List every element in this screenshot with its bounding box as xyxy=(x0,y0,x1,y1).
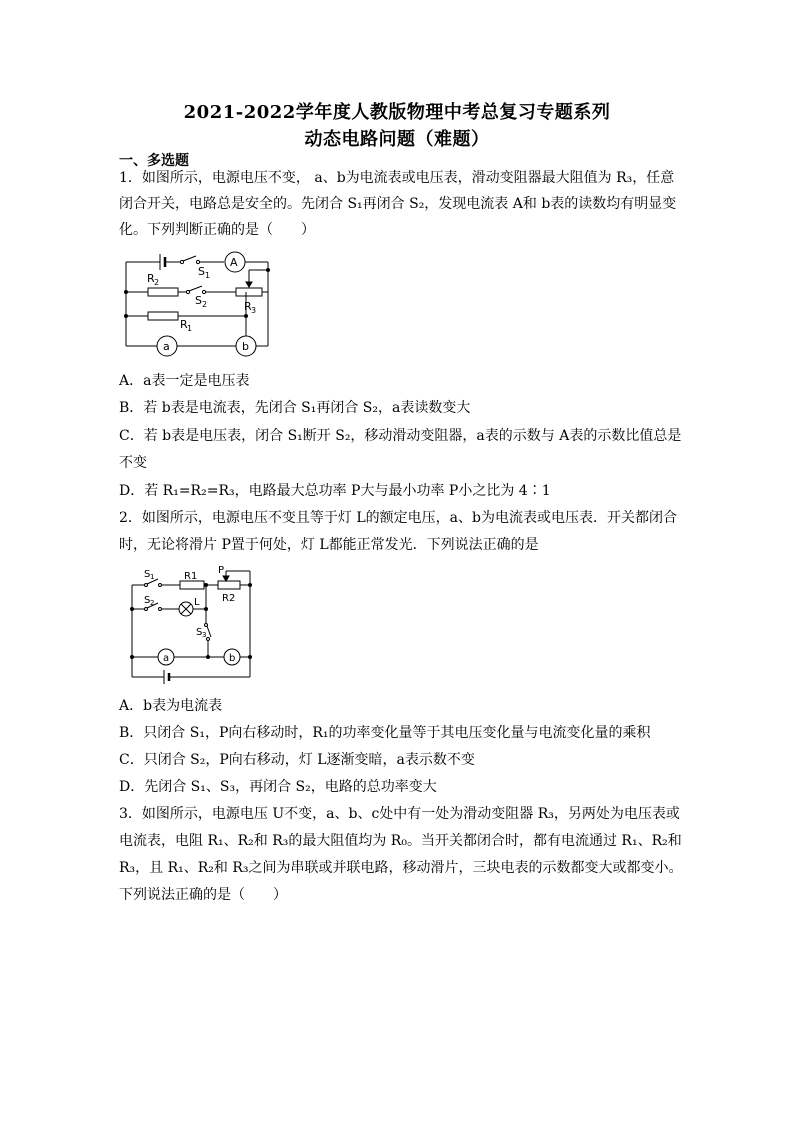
q1-option-c-cont: 不变 xyxy=(119,455,147,471)
q1-line-3: 化。下列判断正确的是（ ） xyxy=(119,222,315,238)
svg-text:2: 2 xyxy=(202,300,208,309)
meter-b-label: b xyxy=(242,340,249,353)
svg-text:R: R xyxy=(147,272,155,285)
q1-option-c: C．若 b表是电压表，闭合 S₁断开 S₂，移动滑动变阻器，a表的示数与 A表的示数比值总是 xyxy=(119,428,682,444)
document-subtitle: 动态电路问题（难题） xyxy=(304,129,490,150)
svg-text:2: 2 xyxy=(154,278,160,287)
q1-option-b: B．若 b表是电流表，先闭合 S₁再闭合 S₂，a表读数变大 xyxy=(119,400,471,416)
svg-text:1: 1 xyxy=(150,573,155,581)
meter-b-label: b xyxy=(229,653,236,664)
q3-line-2: 电流表，电阻 R₁、R₂和 R₃的最大阻值均为 R₀。当开关都闭合时，都有电流通过 R₁、R₂和 xyxy=(119,833,682,849)
q3-line-3: R₃，且 R₁、R₂和 R₃之间为串联或并联电路，移动滑片，三块电表的示数都变大或都变小。 xyxy=(119,860,683,876)
meter-a-label: a xyxy=(163,653,170,664)
document-title: 2021-2022学年度人教版物理中考总复习专题系列 xyxy=(183,102,611,123)
q2-option-d: D．先闭合 S₁、S₃，再闭合 S₂，电路的总功率变大 xyxy=(119,779,437,795)
q3-line-4: 下列说法正确的是（ ） xyxy=(119,887,287,903)
svg-text:S: S xyxy=(198,265,205,278)
svg-text:R1: R1 xyxy=(184,571,198,582)
svg-text:L: L xyxy=(194,597,200,608)
svg-text:P: P xyxy=(218,565,225,576)
q2-line-2: 时，无论将滑片 P置于何处，灯 L都能正常发光．下列说法正确的是 xyxy=(119,537,539,553)
svg-text:S: S xyxy=(195,294,202,307)
q1-line-1: 1．如图所示，电源电压不变， a、b为电流表或电压表，滑动变阻器最大阻值为 R₃，任意 xyxy=(119,170,675,186)
svg-text:2: 2 xyxy=(150,599,155,607)
q1-option-a: A．a表一定是电压表 xyxy=(119,373,250,389)
svg-text:S: S xyxy=(144,569,151,580)
svg-text:R: R xyxy=(244,300,252,313)
q2-option-c: C．只闭合 S₂，P向右移动，灯 L逐渐变暗，a表示数不变 xyxy=(119,752,475,768)
svg-text:R: R xyxy=(180,318,188,331)
svg-text:3: 3 xyxy=(202,631,207,639)
meter-a-label: a xyxy=(163,340,170,353)
svg-text:S: S xyxy=(144,595,151,606)
svg-text:3: 3 xyxy=(251,306,257,315)
section-heading: 一、多选题 xyxy=(119,153,189,169)
svg-text:R2: R2 xyxy=(222,593,236,604)
q2-circuit-diagram xyxy=(126,563,256,685)
q1-line-2: 闭合开关，电路总是安全的。先闭合 S₁再闭合 S₂，发现电流表 A和 b表的读数均有明显变 xyxy=(119,196,677,212)
ammeter-label: A xyxy=(230,256,238,269)
svg-text:1: 1 xyxy=(205,271,211,280)
q2-option-a: A．b表为电流表 xyxy=(119,698,223,714)
q1-circuit-diagram xyxy=(118,248,288,360)
svg-text:1: 1 xyxy=(187,324,193,333)
q3-line-1: 3．如图所示，电源电压 U不变，a、b、c处中有一处为滑动变阻器 R₃，另两处为电压表或 xyxy=(119,806,680,822)
svg-text:S: S xyxy=(196,627,203,638)
q1-option-d: D．若 R₁=R₂=R₃，电路最大总功率 P大与最小功率 P小之比为 4∶1 xyxy=(119,483,551,499)
q2-option-b: B．只闭合 S₁，P向右移动时，R₁的功率变化量等于其电压变化量与电流变化量的乘积 xyxy=(119,725,651,741)
q2-line-1: 2．如图所示，电源电压不变且等于灯 L的额定电压，a、b为电流表或电压表．开关都闭合 xyxy=(119,510,677,526)
